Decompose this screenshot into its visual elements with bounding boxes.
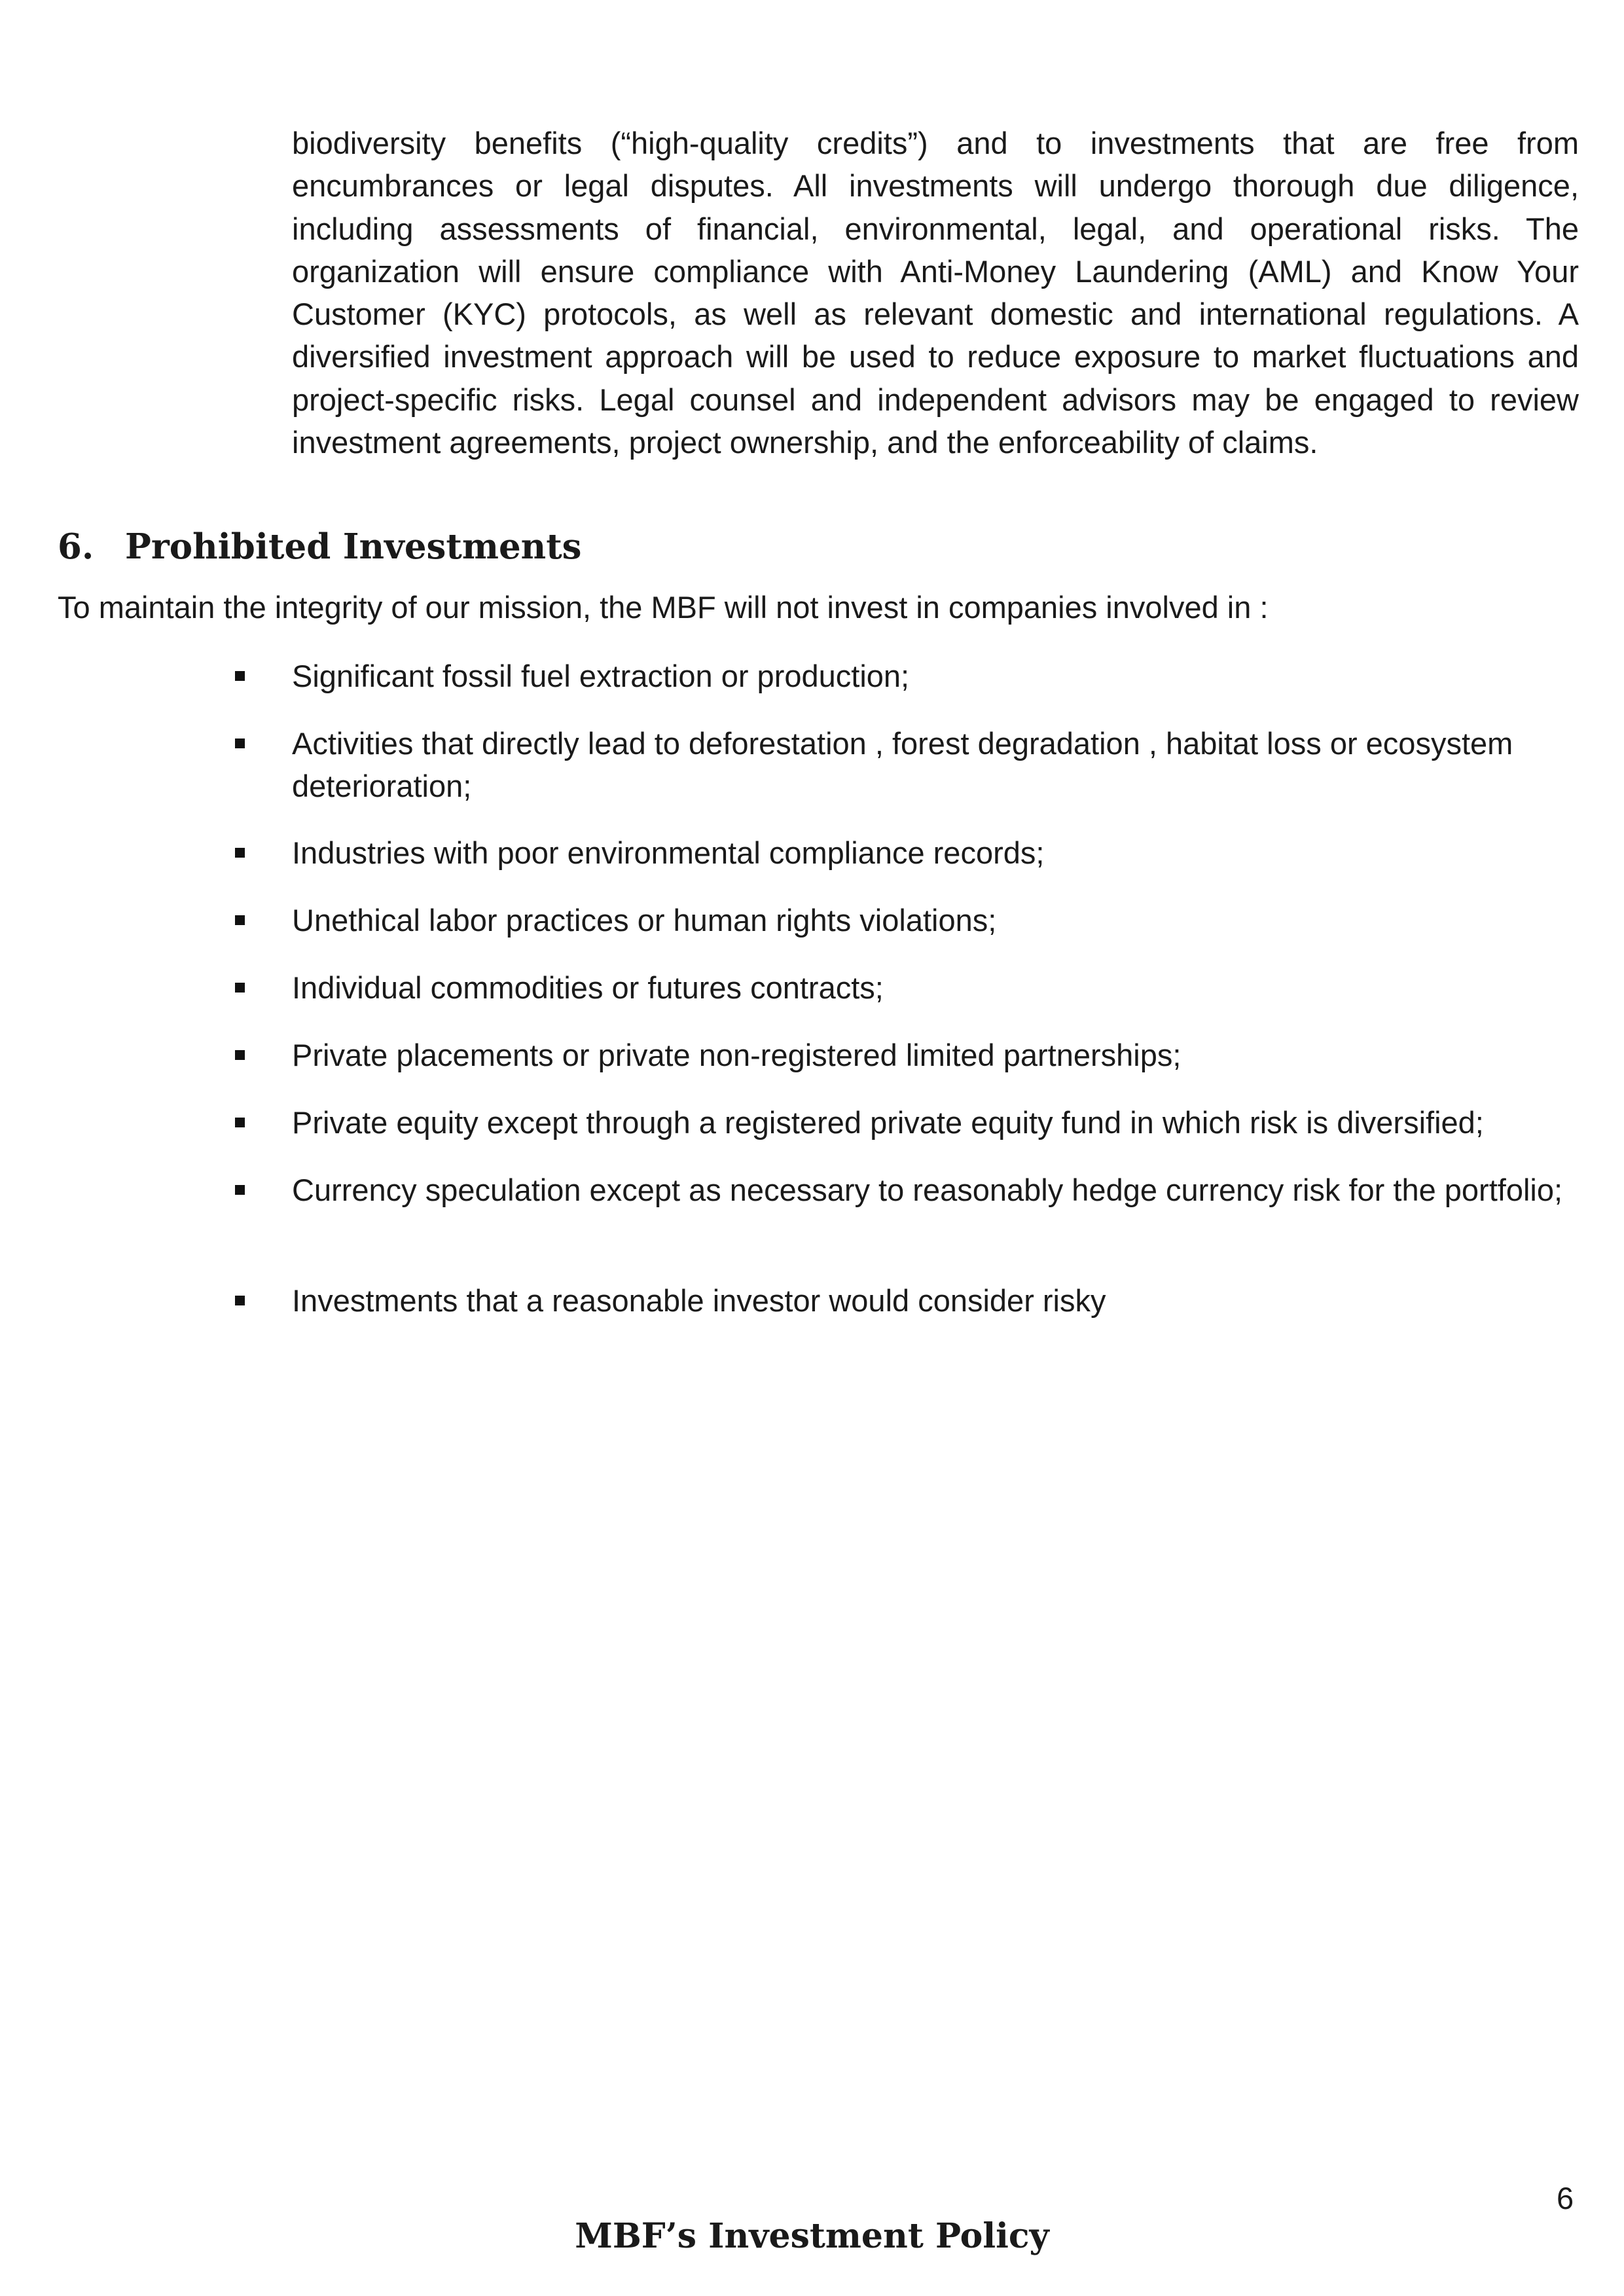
square-bullet-icon	[235, 1118, 245, 1127]
list-item-text: Private equity except through a registered private equity fund in which risk is diversified;	[292, 1105, 1484, 1140]
list-item-text: Currency speculation except as necessary to reasonably hedge currency risk for the portfolio;	[292, 1173, 1563, 1207]
list-item	[292, 1034, 1595, 1076]
list-item	[292, 722, 1595, 807]
list-item-text: Private placements or private non-registered limited partnerships;	[292, 1038, 1182, 1072]
list-item	[292, 655, 1595, 697]
list-item-text: Individual commodities or futures contracts;	[292, 970, 884, 1005]
section-heading	[58, 524, 582, 570]
list-item-text: Investments that a reasonable investor would consider risky	[292, 1283, 1106, 1318]
list-item	[292, 831, 1595, 874]
list-item	[292, 966, 1595, 1009]
list-item	[292, 899, 1595, 941]
list-item	[292, 1101, 1595, 1144]
page-number: 6	[1557, 2181, 1574, 2215]
square-bullet-icon	[235, 983, 245, 993]
list-item-text: Unethical labor practices or human rights violations;	[292, 903, 997, 938]
square-bullet-icon	[235, 1050, 245, 1060]
continued-paragraph: biodiversity benefits (“high-quality credits”) and to investments that are free from encumbrances or legal disputes. All investments will undergo thorough due diligence, including assessments of financial, environmental, legal, and operational risks. The organization will ensure compliance with Anti-Money Laundering (AML) and Know Your Customer (KYC) protocols, as well as relevant domestic and international regulations. A diversified investment approach will be used to reduce exposure to market fluctuations and project-specific risks. Legal counsel and independent advisors may be engaged to review investment agreements, project ownership, and the enforceability of claims.	[292, 126, 1579, 460]
list-item-text: Activities that directly lead to deforestation , forest degradation , habitat loss or ecosystem deterioration;	[292, 726, 1513, 803]
section-intro: To maintain the integrity of our mission, the MBF will not invest in companies involved in :	[58, 590, 1269, 625]
square-bullet-icon	[235, 915, 245, 925]
list-item-text: Industries with poor environmental compliance records;	[292, 835, 1045, 870]
square-bullet-icon	[235, 848, 245, 858]
section-title: Prohibited Investments	[125, 526, 582, 567]
square-bullet-icon	[235, 738, 245, 748]
section-number: 6.	[58, 526, 94, 567]
square-bullet-icon	[235, 671, 245, 681]
square-bullet-icon	[235, 1185, 245, 1195]
square-bullet-icon	[235, 1296, 245, 1305]
list-item	[292, 1169, 1595, 1211]
list-item	[292, 1279, 1595, 1322]
list-item-text: Significant fossil fuel extraction or production;	[292, 659, 910, 693]
footer-title: MBF’s Investment Policy	[575, 2216, 1049, 2256]
